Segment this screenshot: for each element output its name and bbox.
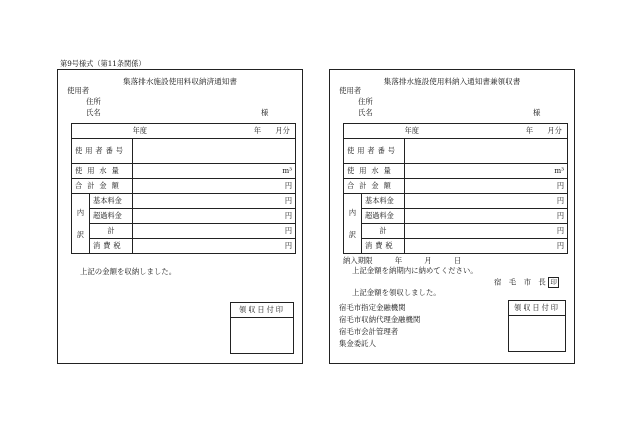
honorific: 様 xyxy=(261,108,269,117)
due-date: 納入期限 年 月 日 xyxy=(343,256,462,265)
seal-mark: 印 xyxy=(548,277,559,288)
usage-unit: m³ xyxy=(133,164,296,179)
tax-yen: 円 xyxy=(133,239,296,254)
period-value: 年 月分 xyxy=(253,126,290,136)
water-usage-row xyxy=(344,164,568,179)
receipt-stamp-label: 領収日付印 xyxy=(509,301,565,316)
user-number-label: 使用者番号 xyxy=(72,139,133,164)
tax-yen: 円 xyxy=(405,239,568,254)
tax-label: 消費税 xyxy=(362,239,405,254)
tax-row xyxy=(72,239,296,254)
pay-request: 上記金額を納期内に納めてください。 xyxy=(352,266,478,275)
user-number-label: 使用者番号 xyxy=(344,139,405,164)
subtotal-row xyxy=(72,224,296,239)
subtotal-label: 計 xyxy=(362,224,405,239)
excess-fee-row xyxy=(344,209,568,224)
user-number-value xyxy=(133,139,296,164)
basic-fee-yen: 円 xyxy=(405,194,568,209)
tax-label: 消費税 xyxy=(90,239,133,254)
user-label: 使用者 xyxy=(67,86,90,95)
user-number-row xyxy=(344,139,568,164)
name-label: 氏名 xyxy=(358,108,373,117)
payment-notice-panel xyxy=(329,69,575,364)
receipt-stamp-box xyxy=(230,302,294,354)
institution-designated: 宿毛市指定金融機関 xyxy=(339,303,406,312)
basic-fee-row xyxy=(72,194,296,209)
address-label: 住所 xyxy=(86,97,101,106)
user-label: 使用者 xyxy=(339,86,362,95)
total-yen: 円 xyxy=(133,179,296,194)
user-number-row xyxy=(72,139,296,164)
year-row xyxy=(344,124,568,139)
fee-table xyxy=(343,123,568,254)
breakdown-label xyxy=(72,194,90,254)
excess-fee-label: 超過料金 xyxy=(362,209,405,224)
basic-fee-row xyxy=(344,194,568,209)
water-usage-row xyxy=(72,164,296,179)
breakdown-top: 内 xyxy=(76,207,85,217)
excess-fee-yen: 円 xyxy=(133,209,296,224)
total-row xyxy=(72,179,296,194)
excess-fee-label: 超過料金 xyxy=(90,209,133,224)
basic-fee-label: 基本料金 xyxy=(90,194,133,209)
form-number: 第9号様式（第11条関係） xyxy=(60,59,146,68)
institution-accountant: 宿毛市会計管理者 xyxy=(339,327,399,336)
total-label: 合計金額 xyxy=(72,179,133,194)
excess-fee-row xyxy=(72,209,296,224)
receipt-stamp-box xyxy=(508,300,566,352)
total-label: 合計金額 xyxy=(344,179,405,194)
tax-row xyxy=(344,239,568,254)
address-label: 住所 xyxy=(358,97,373,106)
breakdown-top: 内 xyxy=(348,207,357,217)
receipt-notice-title: 集落排水施設使用料収納済通知書 xyxy=(123,77,237,86)
subtotal-yen: 円 xyxy=(133,224,296,239)
receipt-notice-panel xyxy=(57,69,303,364)
excess-fee-yen: 円 xyxy=(405,209,568,224)
received-note: 上記の金額を収納しました。 xyxy=(80,267,177,276)
mayor-name: 宿 毛 市 長 xyxy=(494,277,546,287)
receipt-stamp-label: 領収日付印 xyxy=(231,303,293,318)
subtotal-label: 計 xyxy=(90,224,133,239)
institution-collector: 集金委託人 xyxy=(339,339,376,348)
usage-unit: m³ xyxy=(405,164,568,179)
total-row xyxy=(344,179,568,194)
institution-list xyxy=(339,302,420,350)
water-usage-label: 使用水量 xyxy=(344,164,405,179)
name-label: 氏名 xyxy=(86,108,101,117)
year-label: 年度 xyxy=(132,126,147,136)
water-usage-label: 使用水量 xyxy=(72,164,133,179)
received-note: 上記金額を領収しました。 xyxy=(352,288,441,297)
institution-agent: 宿毛市収納代理金融機関 xyxy=(339,315,421,324)
basic-fee-label: 基本料金 xyxy=(362,194,405,209)
fee-table xyxy=(71,123,296,254)
payment-notice-title: 集落排水施設使用料納入通知書兼領収書 xyxy=(383,77,521,86)
breakdown-bottom: 訳 xyxy=(348,229,357,239)
year-label: 年度 xyxy=(404,126,419,136)
year-row xyxy=(72,124,296,139)
subtotal-row xyxy=(344,224,568,239)
user-number-value xyxy=(405,139,568,164)
mayor-line xyxy=(494,277,559,288)
basic-fee-yen: 円 xyxy=(133,194,296,209)
breakdown-label xyxy=(344,194,362,254)
total-yen: 円 xyxy=(405,179,568,194)
period-value: 年 月分 xyxy=(525,126,562,136)
subtotal-yen: 円 xyxy=(405,224,568,239)
honorific: 様 xyxy=(533,108,541,117)
breakdown-bottom: 訳 xyxy=(76,229,85,239)
